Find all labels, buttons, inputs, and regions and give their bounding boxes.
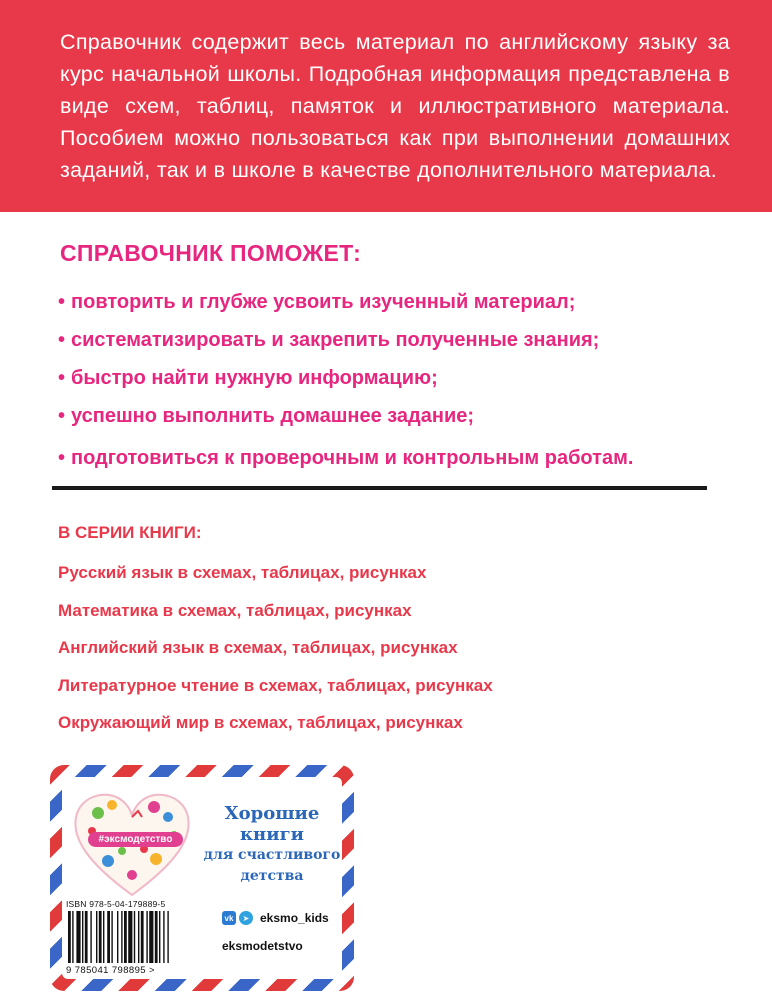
slogan: Хорошие книги для счастливого детства: [203, 803, 341, 884]
barcode-number: 9 785041 798895 >: [66, 965, 155, 976]
social-handle: eksmo_kids: [260, 911, 329, 925]
series-item: Математика в схемах, таблицах, рисунках: [58, 600, 412, 620]
helps-list: [58, 283, 633, 477]
hashtag-label: #эксмодетство: [88, 832, 183, 847]
isbn-label: ISBN 978-5-04-179889-5: [66, 899, 166, 909]
list-item: • подготовиться к проверочным и контрольным работам.: [58, 447, 634, 469]
list-item: • систематизировать и закрепить полученные знания;: [58, 329, 600, 351]
vk-icon: vk: [222, 911, 236, 925]
series-list: [58, 558, 493, 746]
list-item: • повторить и глубже усвоить изученный материал;: [58, 291, 576, 313]
barcode-icon: [66, 911, 216, 969]
bullet-icon: •: [58, 367, 66, 389]
postcard-badge: [50, 765, 354, 991]
series-item: Литературное чтение в схемах, таблицах, рисунках: [58, 675, 493, 695]
helps-heading: СПРАВОЧНИК ПОМОЖЕТ:: [60, 240, 362, 266]
series-item: Окружающий мир в схемах, таблицах, рисунках: [58, 713, 463, 732]
list-item: • успешно выполнить домашнее задание;: [58, 405, 475, 427]
series-heading: В СЕРИИ КНИГИ:: [58, 523, 202, 542]
bullet-icon: •: [58, 291, 66, 313]
barcode-block: [66, 899, 216, 979]
heart-illustration: [68, 787, 196, 903]
postcard-inner: [62, 777, 342, 979]
site-handle: eksmodetstvo: [222, 939, 303, 953]
bullet-icon: •: [58, 405, 66, 427]
social-row: [222, 907, 348, 929]
bullet-icon: •: [58, 447, 66, 469]
section-divider: [52, 486, 707, 490]
social-block: [222, 907, 348, 953]
telegram-icon: ➤: [239, 911, 253, 925]
series-item: Русский язык в схемах, таблицах, рисунках: [58, 563, 427, 582]
series-item: Английский язык в схемах, таблицах, рисунках: [58, 638, 458, 657]
list-item: • быстро найти нужную информацию;: [58, 367, 438, 389]
intro-paragraph: Справочник содержит весь материал по английскому языку за курс начальной школы. Подробная информация представлена в виде схем, таблиц, памяток и иллюстративного материала. Пособием можно пользоваться как при выполнении домашних заданий, так и в школе в качестве дополнительного материала.: [60, 30, 730, 182]
bullet-icon: •: [58, 329, 66, 351]
